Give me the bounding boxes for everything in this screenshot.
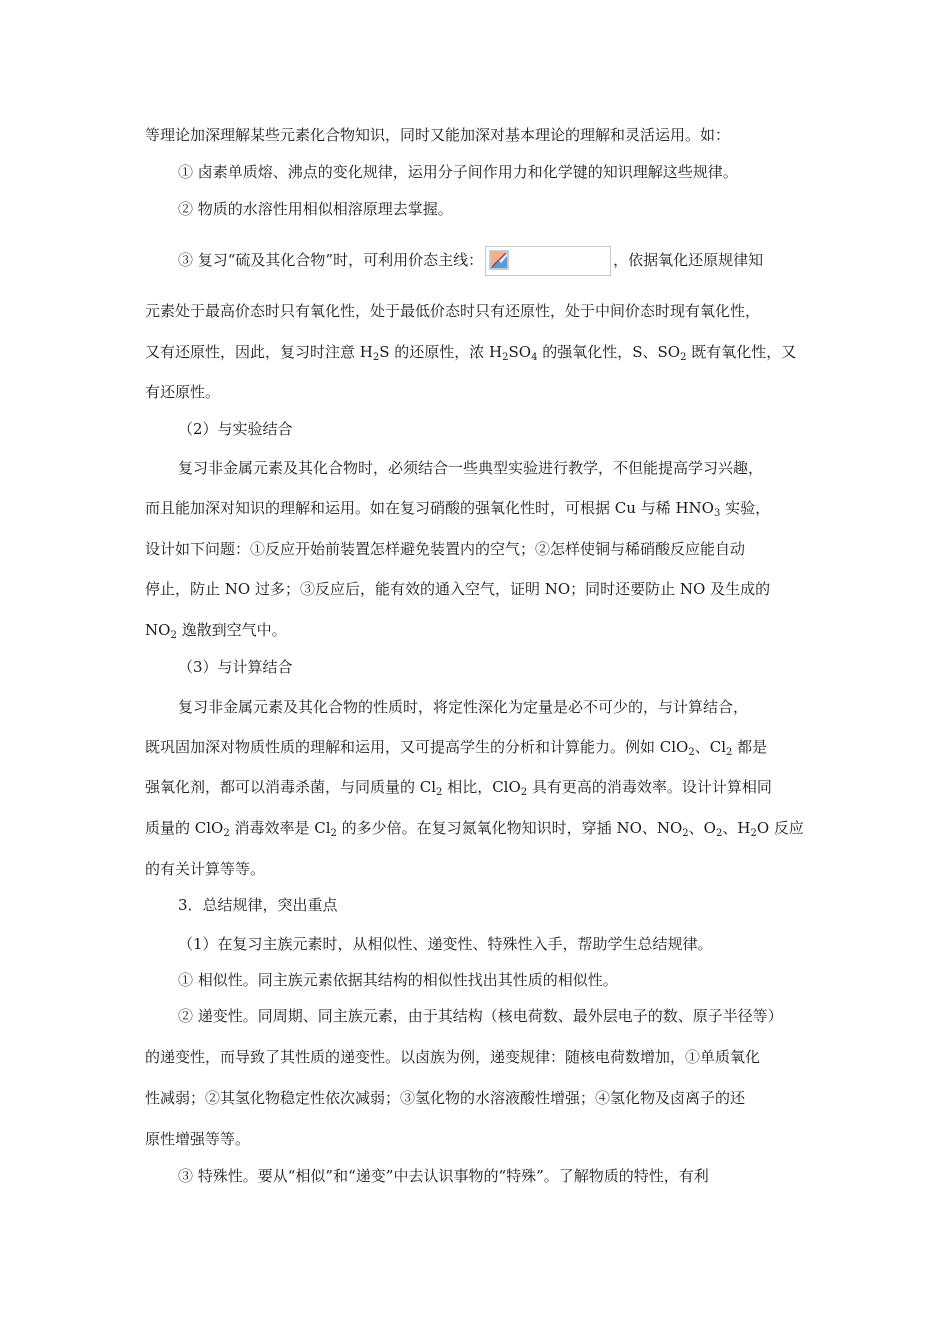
section-heading: 3．总结规律，突出重点 <box>178 896 338 914</box>
section-heading: （3）与计算结合 <box>178 658 293 676</box>
text-span: 既巩固加深对物质性质的理解和运用，又可提高学生的分析和计算能力。例如 ClO <box>145 738 689 756</box>
text-span: 强氧化剂，都可以消毒杀菌，与同质量的 Cl <box>145 778 437 796</box>
text-line: 有还原性。 <box>145 383 221 401</box>
subscript: 2 <box>680 352 687 363</box>
text-line <box>145 620 287 640</box>
text-span: ③ 复习“硫及其化合物”时，可利用价态主线： <box>178 251 484 269</box>
text-span: 、O <box>688 819 716 837</box>
text-line: 等理论加深理解某些元素化合物知识，同时又能加深对基本理论的理解和灵活运用。如： <box>145 126 731 144</box>
text-span: 实验， <box>720 499 771 517</box>
subscript: 2 <box>688 747 695 758</box>
subscript: 2 <box>682 828 689 839</box>
text-line: 原性增强等等。 <box>145 1130 251 1148</box>
text-line: 设计如下问题：①反应开始前装置怎样避免装置内的空气；②怎样使铜与稀硝酸反应能自动 <box>145 540 746 558</box>
subscript: 3 <box>713 508 721 519</box>
text-span: 、Cl <box>694 738 726 756</box>
text-span: NO <box>145 621 171 639</box>
text-line: 元素处于最高价态时只有氧化性，处于最低价态时只有还原性，处于中间价态时现有氧化性， <box>145 302 761 320</box>
text-span: 都是 <box>732 738 768 756</box>
text-line <box>145 498 770 518</box>
text-span: O 反应 <box>756 819 804 837</box>
text-line: ② 递变性。同周期、同主族元素，由于其结构（核电荷数、最外层电子的数、原子半径等） <box>178 1007 783 1025</box>
text-span: 逸散到空气中。 <box>176 621 287 639</box>
text-line: 复习非金属元素及其化合物时，必须结合一些典型实验进行教学，不但能提高学习兴趣， <box>178 459 764 477</box>
text-line <box>145 777 772 797</box>
text-span: S 的还原性，浓 H <box>379 343 503 361</box>
text-line: （1）在复习主族元素时，从相似性、递变性、特殊性入手，帮助学生总结规律。 <box>178 935 713 953</box>
text-span: SO <box>508 343 532 361</box>
text-span: 既有氧化性，又 <box>686 343 797 361</box>
subscript: 2 <box>170 630 177 641</box>
text-line: ① 卤素单质熔、沸点的变化规律，运用分子间作用力和化学键的知识理解这些规律。 <box>178 163 738 181</box>
text-line: ① 相似性。同主族元素依据其结构的相似性找出其性质的相似性。 <box>178 971 618 989</box>
text-span: 的强氧化性，S、SO <box>537 343 681 361</box>
subscript: 2 <box>750 828 757 839</box>
text-line: 的递变性，而导致了其性质的递变性。以卤族为例，递变规律：随核电荷数增加，①单质氧化 <box>145 1048 761 1066</box>
text-line: ③ 特殊性。要从“相似”和“递变”中去认识事物的“特殊”。了解物质的特性，有利 <box>178 1167 709 1185</box>
valence-chain-image <box>485 246 611 276</box>
text-line: 停止，防止 NO 过多；③反应后，能有效的通入空气，证明 NO；同时还要防止 NO 及生成的 <box>145 580 771 598</box>
text-span: ，依据氧化还原规律知 <box>613 251 764 269</box>
subscript: 2 <box>436 787 443 798</box>
text-line <box>145 818 804 838</box>
text-span: 质量的 ClO <box>145 819 224 837</box>
section-heading: （2）与实验结合 <box>178 420 293 438</box>
subscript: 2 <box>372 352 380 363</box>
text-line: ② 物质的水溶性用相似相溶原理去掌握。 <box>178 200 453 218</box>
subscript: 2 <box>502 352 509 363</box>
text-span: 的多少倍。在复习氮氧化物知识时，穿插 NO、NO <box>336 819 683 837</box>
text-span: 又有还原性，因此，复习时注意 H <box>145 343 373 361</box>
subscript: 2 <box>726 747 733 758</box>
text-line <box>145 737 767 757</box>
text-span: 相比，ClO <box>442 778 521 796</box>
broken-image-icon <box>489 250 509 270</box>
text-line: 的有关计算等等。 <box>145 860 266 878</box>
text-line <box>178 246 763 276</box>
text-span: 、H <box>722 819 751 837</box>
subscript: 2 <box>715 828 723 839</box>
text-span: 具有更高的消毒效率。设计计算相同 <box>527 778 772 796</box>
subscript: 2 <box>330 828 337 839</box>
subscript: 2 <box>520 787 528 798</box>
text-line: 性减弱；②其氢化物稳定性依次减弱；③氢化物的水溶液酸性增强；④氢化物及卤离子的还 <box>145 1089 746 1107</box>
text-line: 复习非金属元素及其化合物的性质时，将定性深化为定量是必不可少的，与计算结合， <box>178 698 749 716</box>
text-line <box>145 342 796 362</box>
text-span: 消毒效率是 Cl <box>229 819 331 837</box>
subscript: 2 <box>223 828 230 839</box>
text-span: 而且能加深对知识的理解和运用。如在复习硝酸的强氧化性时，可根据 Cu 与稀 HNO <box>145 499 714 517</box>
subscript: 4 <box>531 352 538 363</box>
